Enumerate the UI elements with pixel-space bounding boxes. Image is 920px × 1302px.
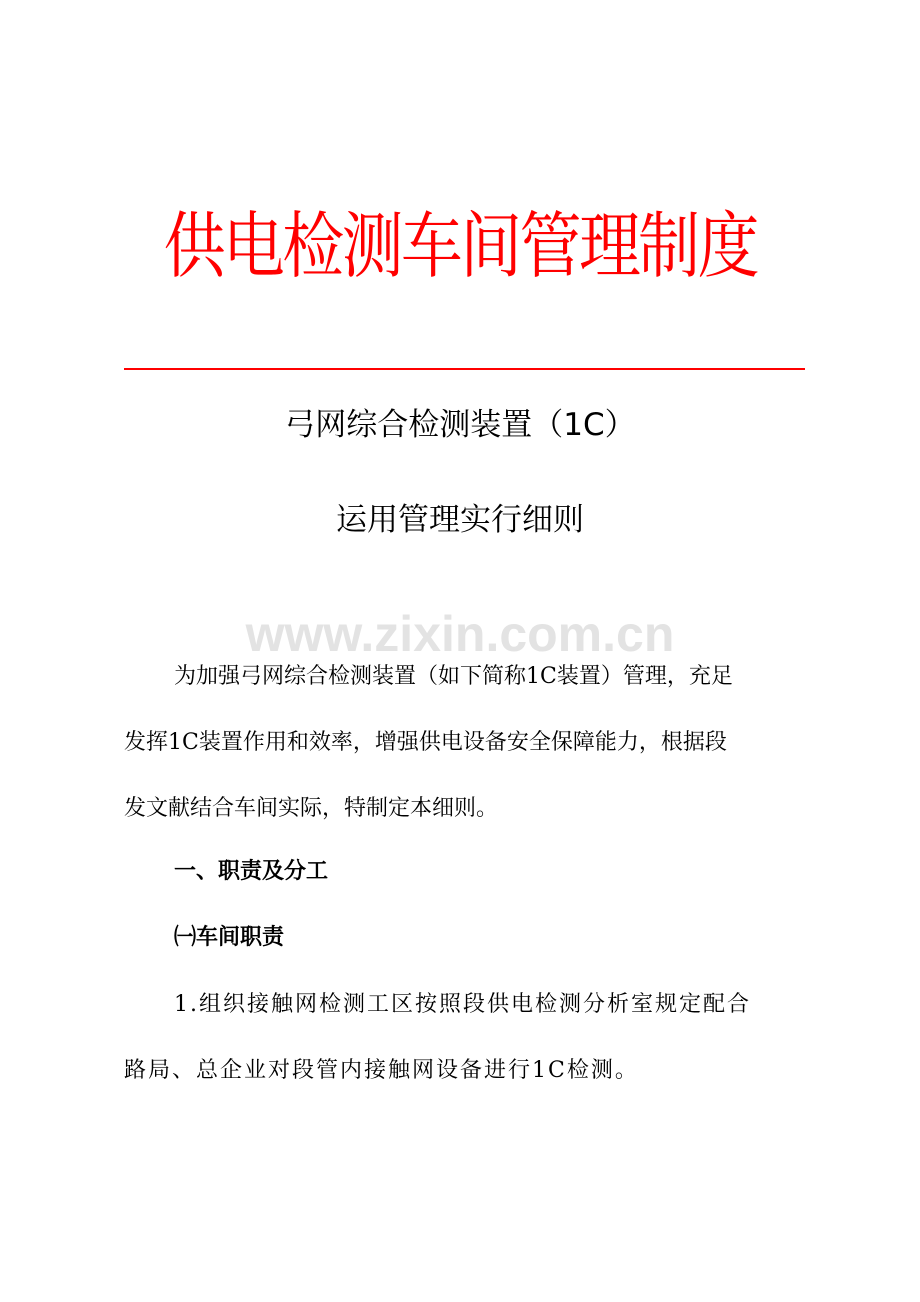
intro-paragraph — [124, 644, 814, 842]
item-line: 1.组织接触网检测工区按照段供电检测分析室规定配合 — [174, 992, 751, 1017]
title-divider — [124, 368, 805, 370]
intro-line: 发文献结合车间实际，特制定本细则。 — [124, 796, 499, 821]
intro-line: 发挥1C装置作用和效率，增强供电设备安全保障能力，根据段 — [124, 730, 727, 755]
list-item — [124, 972, 814, 1104]
subtitle-line-1: 弓网综合检测装置（1C） — [284, 407, 636, 443]
watermark: www.zixin.com.cn — [245, 606, 675, 662]
subsection-heading: ㈠车间职责 — [174, 925, 285, 950]
intro-line: 为加强弓网综合检测装置（如下简称1C装置）管理，充足 — [174, 664, 733, 689]
subtitle-line-2: 运用管理实行细则 — [336, 502, 584, 538]
item-line: 路局、总企业对段管内接触网设备进行1C检测。 — [124, 1058, 639, 1083]
section-heading: 一、职责及分工 — [174, 859, 329, 884]
document-title: 供电检测车间管理制度 — [163, 204, 757, 288]
